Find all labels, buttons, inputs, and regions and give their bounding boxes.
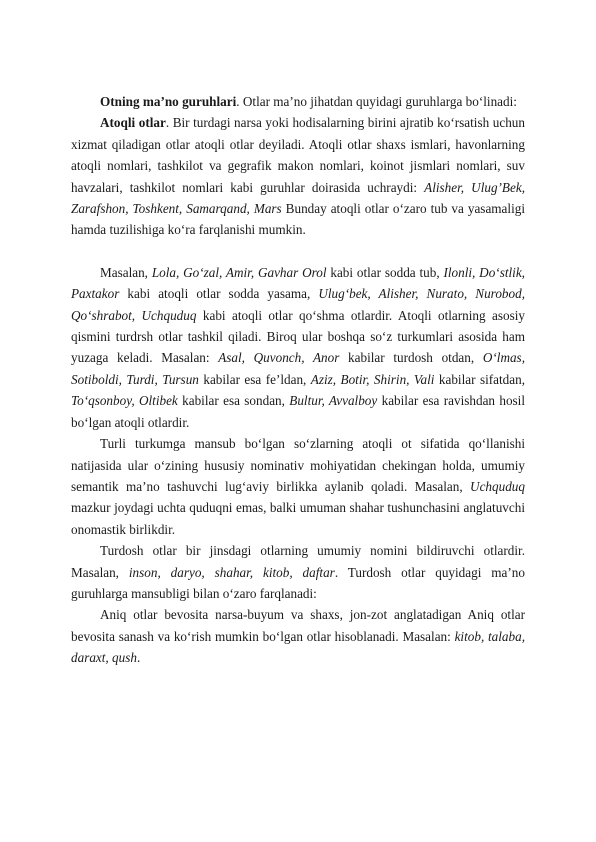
text-run: mazkur joydagi uchta quduqni emas, balki umuman shahar tushunchasini anglatuvchi onomastik birlikdir. [71, 500, 525, 537]
text-run: . Turdosh otlar quyidagi ma’no guruhlarga mansubligi bilan o‘zaro farqlanadi: [71, 564, 525, 601]
paragraph-proper-nouns [71, 112, 525, 240]
text-run: kabilar turdosh otdan, [339, 350, 483, 366]
example-word: Uchquduq [470, 478, 525, 494]
text-run: . [136, 650, 141, 666]
text-run: kabi atoqli otlar qo‘shma otlardir. Atoqli otlarning asosiy qismini turdrsh otlar tashkil qiladi. Biroq ular boshqa so‘z turkumlari asosida ham yuzaga keladi. Masalan: [71, 307, 525, 366]
term-proper-nouns: Atoqli otlar [100, 115, 166, 131]
example-list: Aziz, Botir, Shirin, Vali [310, 371, 435, 387]
example-list: Ilonli, Do‘stlik, Paxtakor [71, 264, 525, 302]
text-run: . Bir turdagi narsa yoki hodisalarning birini ajratib ko‘rsatish uchun xizmat qiladigan otlar atoqli otlar deyiladi. Atoqli otlar shaxs ismlari, havonlarning atoqli nomlari, tashkilot va gegrafik makon nomlari, koinot jismlari nomlari, suv havzalari, tashkilot nomlari kabi guruhlar doirasida uchraydi: [71, 115, 525, 195]
paragraph-common-nouns [71, 540, 525, 604]
text-run: kabilar esa fe’ldan, [198, 371, 311, 387]
text-run: Masalan, [100, 264, 152, 280]
text-run: . Otlar ma’no jihatdan quyidagi guruhlarga bo‘linadi: [236, 94, 517, 109]
paragraph-meaning-groups [71, 91, 525, 112]
text-run: kabilar sifatdan, [434, 371, 525, 387]
example-list: Alisher, Ulug’Bek, Zarafshon, Toshkent, Samarqand, Mars [71, 179, 525, 217]
text-run: Aniq otlar bevosita narsa-buyum va shaxs, jon-zot anglatadigan Aniq otlar bevosita sanash va ko‘rish mumkin bo‘lgan otlar hisoblanadi. Masalan: [71, 607, 525, 644]
example-list: Asal, Quvonch, Anor [218, 350, 340, 366]
example-list: To‘qsonboy, Oltibek [71, 393, 178, 409]
example-list: Lola, Go‘zal, Amir, Gavhar Orol [151, 264, 327, 280]
example-list: O‘lmas, Sotiboldi, Turdi, Tursun [71, 350, 525, 387]
text-run: Turli turkumga mansub bo‘lgan so‘zlarning atoqli ot sifatida qo‘llanishi natijasida ular o‘zining hususiy nominativ mohiyatidan chekingan holda, umumiy semantik ma’no tashuvchi lug‘aviy birlikka aylanib qoladi. Masalan, [71, 436, 525, 494]
text-run: kabi atoqli otlar sodda yasama, [119, 286, 319, 302]
example-list: Bultur, Avvalboy [289, 393, 378, 409]
text-run: kabilar esa ravishdan hosil bo‘lgan atoqli otlardir. [71, 393, 526, 430]
paragraph-nominative-shift [71, 433, 525, 540]
example-list: inson, daryo, shahar, kitob, daftar [128, 564, 335, 580]
paragraph-concrete-nouns [71, 604, 525, 668]
example-list: kitob, talaba, daraxt, qush [71, 628, 525, 666]
example-list: Ulug‘bek, Alisher, Nurato, Nurobod, Qo‘shrabot, Uchquduq [71, 286, 525, 323]
paragraph-examples [71, 262, 525, 433]
text-run: Bunday atoqli otlar o‘zaro tub va yasamaligi hamda tuzilishiga ko‘ra farqlanishi mumkin. [71, 201, 525, 238]
heading-meaning-groups: Otning ma’no guruhlari [100, 94, 237, 109]
text-run: kabilar esa sondan, [177, 393, 290, 409]
text-run: Turdosh otlar bir jinsdagi otlarning umumiy nomini bildiruvchi otlardir. Masalan, [71, 543, 525, 580]
text-run: kabi otlar sodda tub, [326, 264, 444, 280]
